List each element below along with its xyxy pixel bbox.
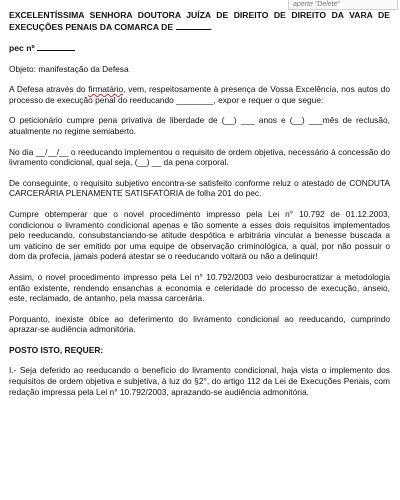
delete-tooltip: aperte "Delete"	[288, 0, 398, 10]
conduta-text: CONDUTA CARCERÁRIA PLENAMENTE SATISFATÓRIA	[9, 177, 390, 199]
paragraph-pena: O peticionário cumpre pena privativa de liberdade de (__) ___ anos e (__) ___mês de reclusão, atualmente no regime semiaberto.	[9, 115, 390, 136]
intro-text-a: A Defesa através do	[9, 84, 89, 95]
subjetivo-text-a: De conseguinte, o requisito subjetivo encontra-se satisfeito conforme reluz o atestado de	[9, 177, 350, 188]
paragraph-porquanto: Porquanto, inexiste óbice ao deferimento do livramento condicional ao reeducando, cumprindo aprazar-se audiência admonitória.	[9, 313, 390, 335]
document-body	[9, 10, 390, 397]
misspelled-word: firmatário	[88, 84, 124, 95]
comarca-blank	[176, 21, 210, 30]
paragraph-intro	[9, 84, 390, 105]
document-heading	[9, 10, 390, 33]
intro-text-b: , vem, respeitosamente à presença de Vossa Excelência, nos autos do processo de execução penal do reeducando ________, expor e requer o que segue:	[9, 84, 390, 105]
pec-line	[9, 42, 390, 54]
pec-blank	[37, 42, 75, 51]
paragraph-lei-10792: Cumpre obtemperar que o novel procedimento impresso pela Lei n° 10.792 de 01.12.2003, condicionou o livramento condicional apenas e tão somente a esses dois requisitos implementados pelo reeducando, consubstanciando-se atitude despótica e arbitrária vincular a benesse buscada a um vaticino de ser emitido por uma equipe de observação criminológica, a qual, por não possuir o dom da profecia, jamais poderá atestar se o reeducando voltará ou não a delinquir!	[9, 208, 390, 262]
heading-text: EXCELENTÍSSIMA SENHORA DOUTORA JUÍZA DE DIREITO DE DIREITO DA VARA DE EXECUÇÕES PENAIS DA COMARCA DE	[9, 10, 390, 32]
paragraph-requisito-objetivo: No dia __/__/__ o reeducando implementou o requisito de ordem objetiva, necessário à concessão do livramento condicional, qual seja, (__) __ da pena corporal.	[9, 146, 390, 168]
subjetivo-text-c: de folha 201 do pec.	[183, 188, 262, 199]
requer-heading: POSTO ISTO, REQUER:	[9, 344, 104, 355]
request-item-1: I.- Seja deferido ao reeducando o benefício do livramento condicional, haja vista o implemento dos requisitos de ordem objetiva e subjetiva, à luz do §2°, do artigo 112 da Lei de Execuções Penais, com redação impressa pela Lei n° 10.792/2003, aprazando-se audiência admonitória.	[9, 365, 390, 397]
paragraph-requisito-subjetivo	[9, 178, 390, 199]
pec-label: pec nº	[9, 43, 35, 53]
paragraph-assim: Assim, o novel procedimento impresso pela Lei n° 10.792/2003 veio desburocratizar a metodologia então existente, rendendo ensanchas a economia e celeridade do processo de execução, anseio, este, reclamado, de antanho, pela massa carcerária.	[9, 271, 390, 304]
heading-end: .	[209, 22, 212, 32]
objeto-line: Objeto: manifestação da Defesa	[9, 63, 129, 74]
